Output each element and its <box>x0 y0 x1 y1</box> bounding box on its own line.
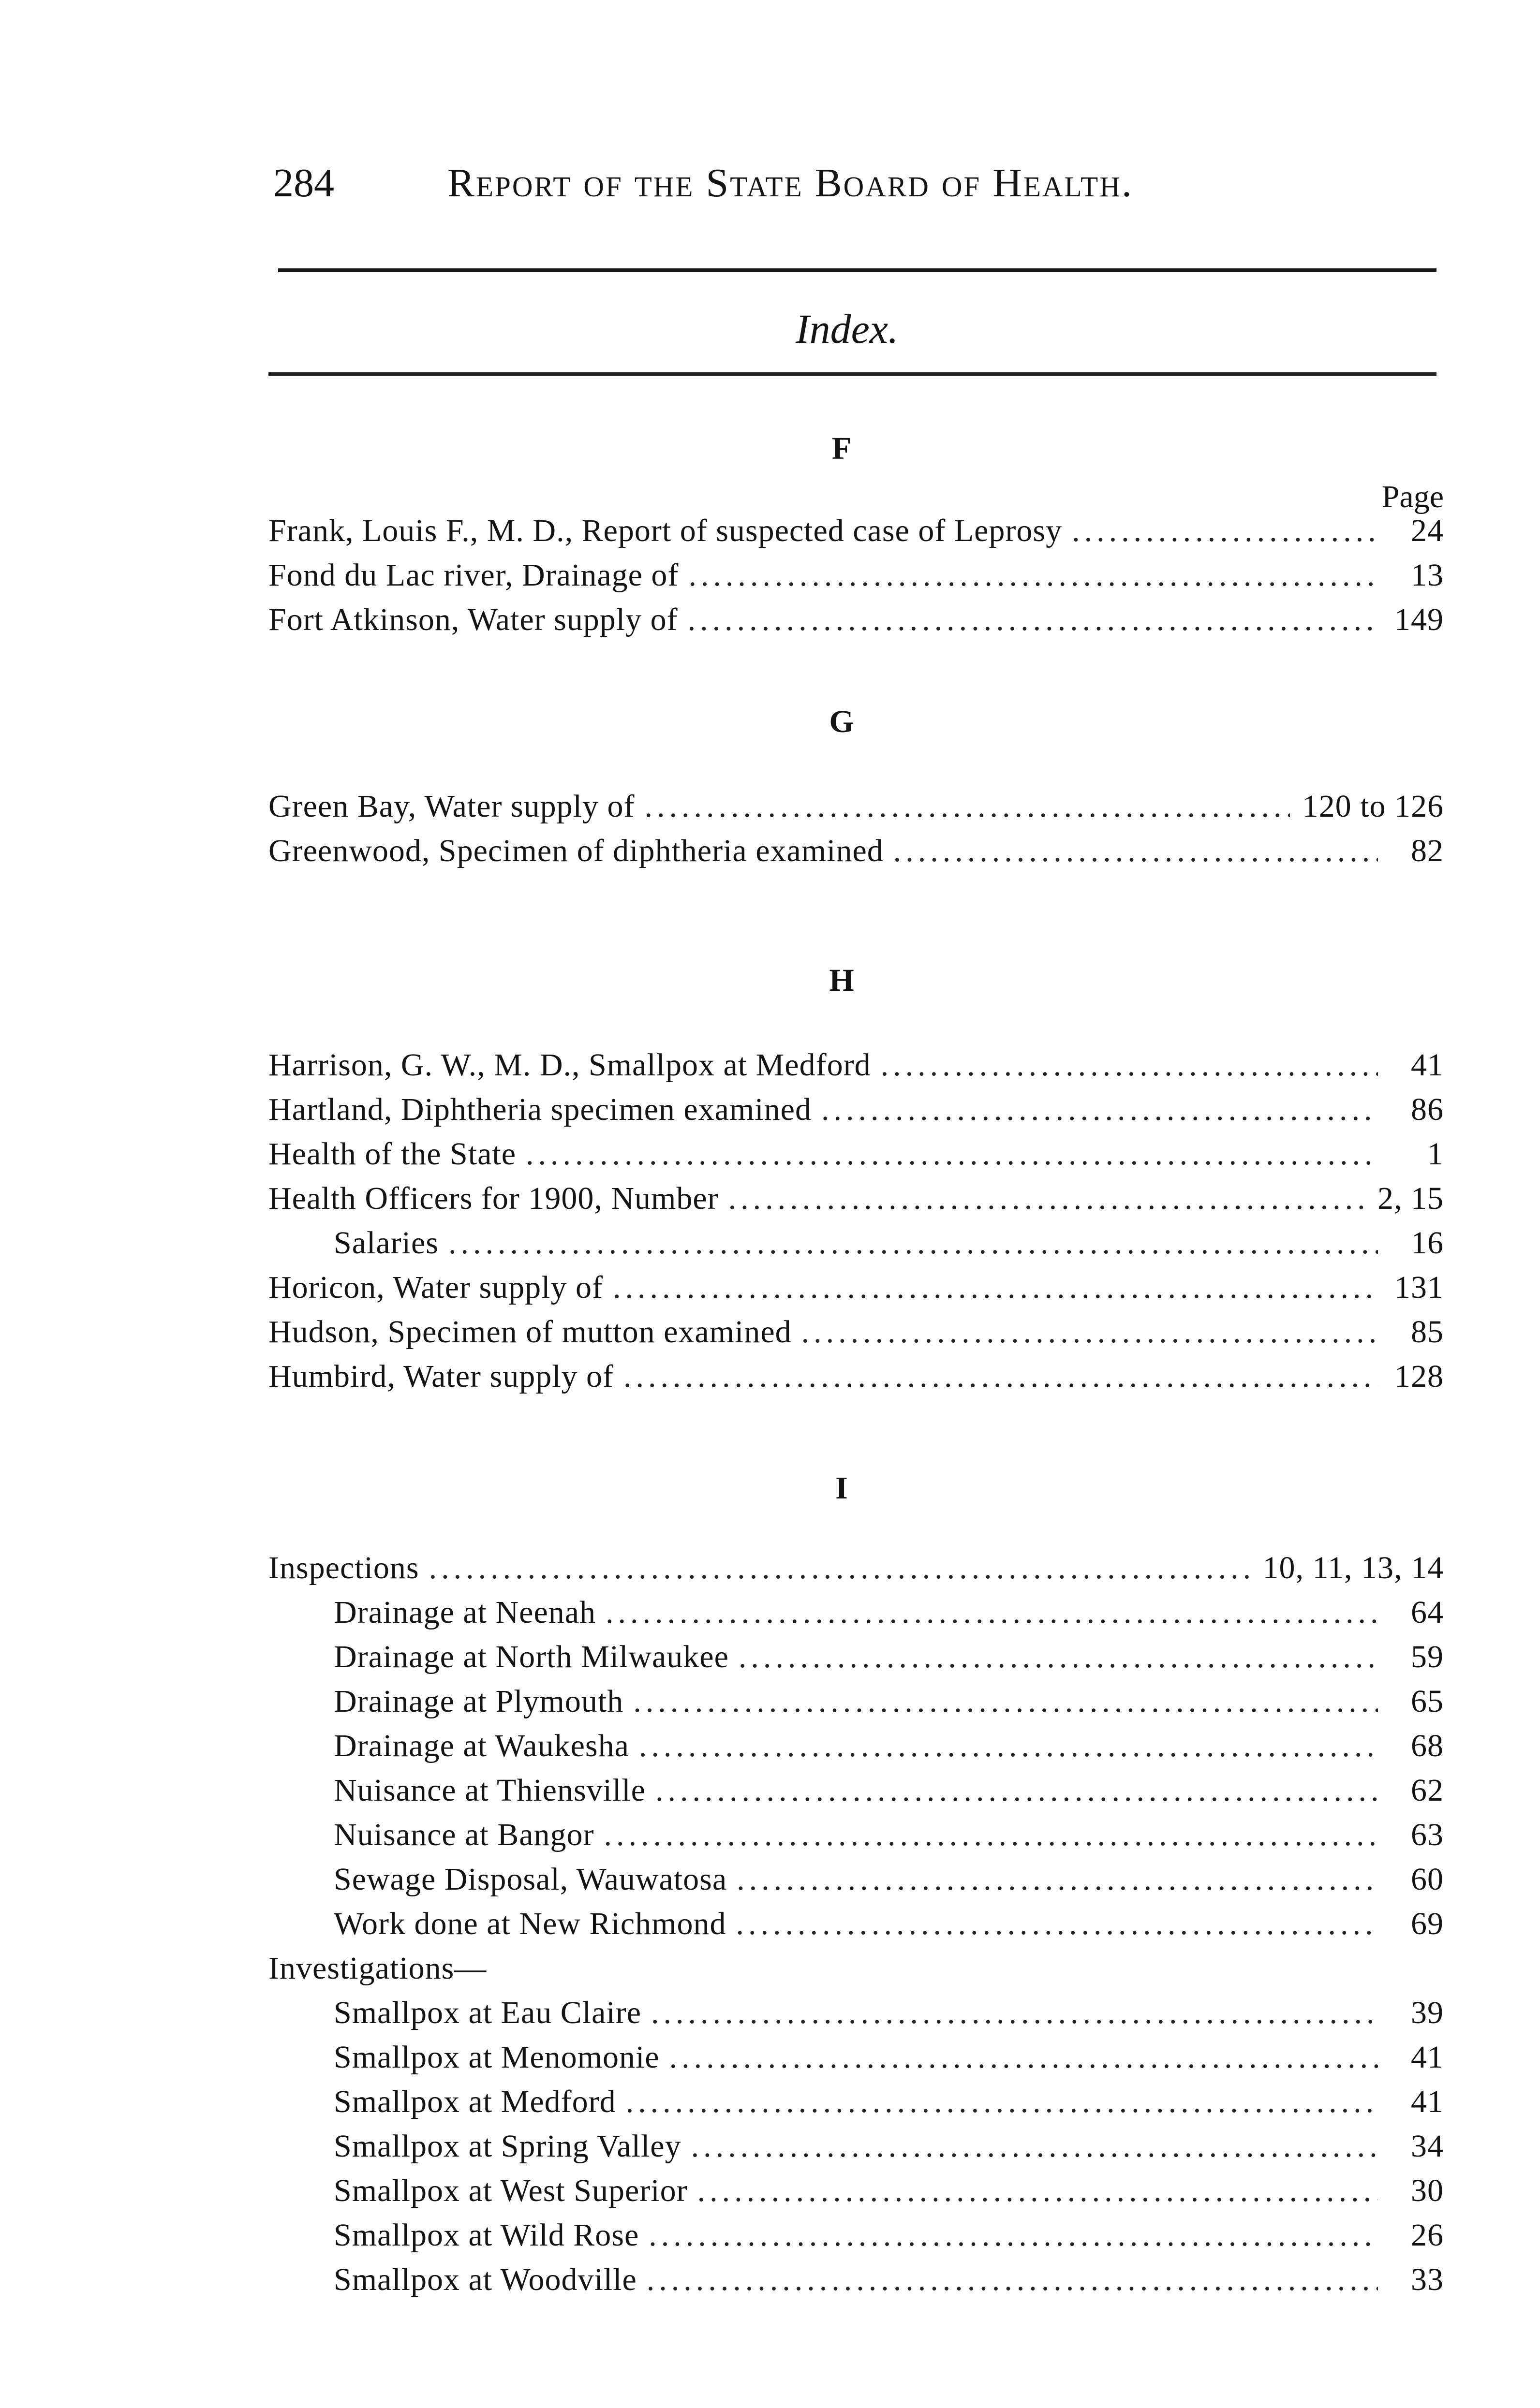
entry-label: Greenwood, Specimen of diphtheria examined <box>268 833 884 868</box>
entry-label: Salaries <box>334 1225 439 1261</box>
dot-leader <box>881 1047 1378 1084</box>
index-subentry <box>268 1817 1444 1855</box>
entry-pages: 60 <box>1411 1862 1444 1897</box>
index-entry <box>268 1550 1444 1588</box>
entry-label: Fort Atkinson, Water supply of <box>268 602 678 637</box>
index-subentry <box>268 2261 1444 2300</box>
dot-leader <box>688 557 1378 594</box>
dot-leader <box>644 788 1289 825</box>
section-letter-h: H <box>829 963 854 998</box>
entry-pages: 2, 15 <box>1377 1181 1444 1216</box>
entry-label: Hartland, Diphtheria specimen examined <box>268 1092 812 1127</box>
entry-pages: 16 <box>1411 1225 1444 1261</box>
dot-leader <box>633 1683 1378 1720</box>
index-entry <box>268 513 1444 551</box>
entry-label: Drainage at Waukesha <box>334 1728 629 1763</box>
entry-pages: 86 <box>1411 1092 1444 1127</box>
entry-pages: 59 <box>1411 1639 1444 1674</box>
heading-rule <box>268 372 1436 376</box>
index-subentry <box>268 1594 1444 1633</box>
section-letter-f: F <box>831 431 852 466</box>
entry-label: Smallpox at Wild Rose <box>334 2217 639 2253</box>
entry-label: Smallpox at West Superior <box>334 2173 688 2208</box>
entry-label: Drainage at North Milwaukee <box>334 1639 729 1674</box>
page-column-label: Page <box>1381 479 1444 514</box>
dot-leader <box>669 2039 1378 2076</box>
index-subentry <box>268 2039 1444 2078</box>
entry-label: Work done at New Richmond <box>334 1906 726 1941</box>
entry-label: Green Bay, Water supply of <box>268 789 635 824</box>
entry-label: Smallpox at Woodville <box>334 2262 637 2297</box>
index-subentry <box>268 2217 1444 2256</box>
entry-pages: 41 <box>1411 2040 1444 2075</box>
entry-pages: 26 <box>1411 2217 1444 2253</box>
entry-pages: 131 <box>1394 1270 1444 1305</box>
index-page <box>268 160 1444 2297</box>
dot-leader <box>697 2173 1378 2209</box>
dot-leader <box>526 1136 1378 1173</box>
entry-label: Drainage at Plymouth <box>334 1684 624 1719</box>
entry-label: Drainage at Neenah <box>334 1595 596 1630</box>
index-subentry <box>268 1683 1444 1722</box>
entry-pages: 85 <box>1411 1314 1444 1350</box>
dot-leader <box>651 1995 1378 2031</box>
entry-pages: 10, 11, 13, 14 <box>1262 1550 1444 1586</box>
dot-leader <box>1072 513 1378 549</box>
index-subentry <box>268 2084 1444 2122</box>
dot-leader <box>728 1180 1365 1217</box>
dot-leader <box>429 1550 1250 1586</box>
entry-label: Inspections <box>268 1550 419 1586</box>
entry-label: Fond du Lac river, Drainage of <box>268 558 679 593</box>
entry-label: Smallpox at Spring Valley <box>334 2129 681 2164</box>
entry-pages: 82 <box>1411 833 1444 868</box>
index-entry <box>268 1136 1444 1175</box>
dot-leader <box>606 1594 1378 1631</box>
entry-label: Investigations— <box>268 1951 487 1986</box>
dot-leader <box>613 1269 1378 1306</box>
entry-pages: 63 <box>1411 1817 1444 1852</box>
dot-leader <box>691 2128 1378 2165</box>
index-subentry <box>268 1772 1444 1811</box>
entry-label: Health of the State <box>268 1136 517 1172</box>
entry-label: Horicon, Water supply of <box>268 1270 603 1305</box>
dot-leader <box>623 1358 1378 1395</box>
dot-leader <box>626 2084 1378 2120</box>
entry-pages: 41 <box>1411 1047 1444 1083</box>
index-entry <box>268 1314 1444 1352</box>
index-subentry <box>268 1995 1444 2033</box>
dot-leader <box>604 1817 1378 1853</box>
entry-pages: 24 <box>1411 513 1444 548</box>
index-entry <box>268 1358 1444 1397</box>
entry-label: Nuisance at Thiensville <box>334 1773 646 1808</box>
entry-pages: 128 <box>1394 1359 1444 1394</box>
section-letter-i: I <box>835 1470 848 1506</box>
index-subentry <box>268 1861 1444 1900</box>
page-number: 284 <box>273 161 334 206</box>
entry-pages: 69 <box>1411 1906 1444 1941</box>
entry-label: Hudson, Specimen of mutton examined <box>268 1314 792 1350</box>
entry-pages: 34 <box>1411 2129 1444 2164</box>
index-entry <box>268 1269 1444 1308</box>
entry-label: Humbird, Water supply of <box>268 1359 614 1394</box>
index-entry <box>268 557 1444 596</box>
index-entry <box>268 1180 1444 1219</box>
dot-leader <box>647 2261 1378 2298</box>
entry-label: Sewage Disposal, Wauwatosa <box>334 1862 727 1897</box>
index-entry <box>268 788 1444 827</box>
dot-leader <box>801 1314 1378 1351</box>
entry-label: Smallpox at Medford <box>334 2084 616 2119</box>
index-subentry <box>268 2173 1444 2211</box>
running-title: Report of the State Board of Health. <box>447 161 1133 206</box>
entry-pages: 149 <box>1394 602 1444 637</box>
index-heading: Index. <box>796 306 899 352</box>
entry-pages: 68 <box>1411 1728 1444 1763</box>
dot-leader <box>448 1225 1378 1262</box>
entry-pages: 62 <box>1411 1773 1444 1808</box>
entry-label: Smallpox at Eau Claire <box>334 1995 642 2030</box>
dot-leader <box>737 1861 1378 1898</box>
dot-leader <box>736 1906 1378 1942</box>
entry-pages: 1 <box>1427 1136 1444 1172</box>
entry-label: Frank, Louis F., M. D., Report of suspected case of Leprosy <box>268 513 1063 548</box>
index-entry <box>268 1950 1444 1989</box>
top-rule <box>278 268 1436 272</box>
dot-leader <box>739 1639 1378 1675</box>
entry-label: Nuisance at Bangor <box>334 1817 594 1852</box>
entry-pages: 33 <box>1411 2262 1444 2297</box>
dot-leader <box>639 1728 1378 1764</box>
entry-pages: 30 <box>1411 2173 1444 2208</box>
index-subentry <box>268 1728 1444 1766</box>
index-subentry <box>268 1225 1444 1263</box>
dot-leader <box>821 1091 1378 1128</box>
dot-leader <box>655 1772 1378 1809</box>
entry-label: Smallpox at Menomonie <box>334 2040 660 2075</box>
dot-leader <box>688 602 1378 638</box>
entry-pages: 64 <box>1411 1595 1444 1630</box>
dot-leader <box>649 2217 1378 2254</box>
entry-pages: 120 to 126 <box>1302 789 1444 824</box>
section-letter-g: G <box>829 704 854 739</box>
index-entry <box>268 602 1444 640</box>
entry-label: Health Officers for 1900, Number <box>268 1181 719 1216</box>
entry-pages: 41 <box>1411 2084 1444 2119</box>
index-subentry <box>268 1639 1444 1677</box>
dot-leader <box>893 833 1378 869</box>
entry-pages: 65 <box>1411 1684 1444 1719</box>
entry-pages: 13 <box>1411 558 1444 593</box>
index-entry <box>268 1091 1444 1130</box>
index-entry <box>268 833 1444 871</box>
index-subentry <box>268 1906 1444 1944</box>
index-entry <box>268 1047 1444 1086</box>
running-head <box>268 160 1436 227</box>
index-subentry <box>268 2128 1444 2167</box>
entry-label: Harrison, G. W., M. D., Smallpox at Medford <box>268 1047 871 1083</box>
entry-pages: 39 <box>1411 1995 1444 2030</box>
